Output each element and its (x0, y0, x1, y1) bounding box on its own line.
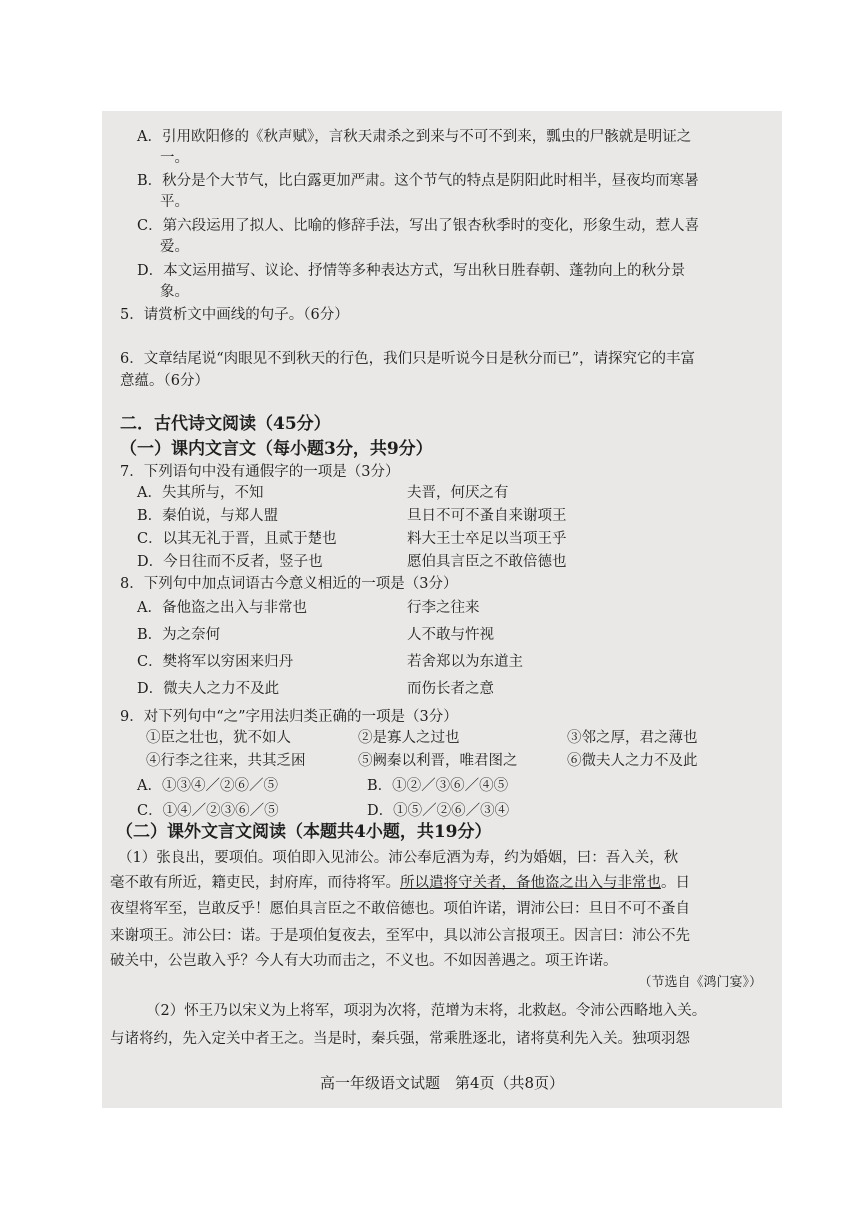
passage1-line-4: 来谢项王。沛公曰：诺。于是项伯复夜去，至军中，具以沛公言报项王。因言曰：沛公不先 (110, 928, 690, 944)
q4-option-c: C．第六段运用了拟人、比喻的修辞手法，写出了银杏秋季时的变化，形象生动，惹人喜 (137, 218, 700, 234)
q7-option-c-right: 料大王士卒足以当项王乎 (407, 531, 567, 547)
q4-option-a: A．引用欧阳修的《秋声赋》，言秋天肃杀之到来与不可不到来，瓢虫的尸骸就是明证之 (137, 129, 692, 145)
q9-item-2: ②是寡人之过也 (358, 730, 460, 746)
section-heading-2-2: （二）课外文言文阅读（本题共4小题，共19分） (116, 822, 492, 842)
q8-option-a-right: 行李之往来 (407, 600, 480, 616)
passage2-line-1: （2）怀王乃以宋义为上将军，项羽为次将，范增为末将，北救赵。令沛公西略地入关。 (146, 1003, 707, 1019)
q9-item-4: ④行李之往来，共其乏困 (146, 753, 306, 769)
question-6: 6．文章结尾说“肉眼见不到秋天的行色，我们只是听说今日是秋分而已”，请探究它的丰富 (120, 351, 696, 367)
q9-option-a: A．①③④／②⑥／⑤ (137, 778, 278, 794)
q4-option-c-cont: 爱。 (160, 239, 189, 255)
passage1-line-1: （1）张良出，要项伯。项伯即入见沛公。沛公奉卮酒为寿，约为婚姻，曰：吾入关，秋 (118, 850, 679, 866)
question-9: 9．对下列句中“之”字用法归类正确的一项是（3分） (120, 709, 458, 725)
q7-option-a-right: 夫晋，何厌之有 (407, 485, 509, 501)
q9-item-1: ①臣之壮也，犹不如人 (146, 730, 291, 746)
q9-item-6: ⑥微夫人之力不及此 (567, 753, 698, 769)
q4-option-d: D．本文运用描写、议论、抒情等多种表达方式，写出秋日胜春朝、蓬勃向上的秋分景 (137, 263, 686, 279)
q7-option-d-right: 愿伯具言臣之不敢倍德也 (407, 554, 567, 570)
q9-option-c: C．①④／②③⑥／⑤ (137, 803, 279, 819)
q4-option-d-cont: 象。 (160, 284, 189, 300)
passage1-line-2 (110, 873, 774, 894)
exam-page (102, 111, 782, 1108)
q8-option-d-right: 而伤长者之意 (407, 681, 494, 697)
q8-option-b-right: 人不敢与忤视 (407, 627, 494, 643)
q9-option-b: B．①②／③⑥／④⑤ (367, 778, 509, 794)
question-8: 8．下列句中加点词语古今意义相近的一项是（3分） (120, 576, 458, 592)
q9-item-5: ⑤阙秦以利晋，唯君图之 (358, 753, 518, 769)
q7-option-b-right: 旦日不可不蚤自来谢项王 (407, 508, 567, 524)
q9-item-3: ③邻之厚，君之薄也 (567, 730, 698, 746)
passage1-line-2-end: 。日 (661, 875, 690, 891)
passage1-line-5: 破关中，公岂敢入乎？今人有大功而击之，不义也。不如因善遇之。项王许诺。 (110, 953, 618, 969)
section-heading-2: 二．古代诗文阅读（45分） (120, 414, 331, 434)
question-6-cont: 意蕴。（6分） (120, 373, 209, 389)
q4-option-a-cont: 一。 (160, 150, 189, 166)
passage1-source: （节选自《鸿门宴》） (638, 975, 762, 990)
q4-option-b-cont: 平。 (160, 194, 189, 210)
q8-option-a-left: A．备他盗之出入与非常也 (137, 600, 307, 616)
q7-option-b-left: B．秦伯说，与郑人盟 (137, 508, 279, 524)
q9-option-d: D．①⑤／②⑥／③④ (367, 803, 510, 819)
page-footer: 高一年级语文试题 第4页（共8页） (319, 1074, 565, 1092)
passage1-line-2-start: 毫不敢有所近，籍吏民，封府库，而待将军。 (110, 875, 400, 891)
passage2-line-2: 与诸将约，先入定关中者王之。当是时，秦兵强，常乘胜逐北，诸将莫利先入关。独项羽怨 (110, 1031, 690, 1047)
q8-option-c-left: C．樊将军以穷困来归丹 (137, 654, 294, 670)
q4-option-b: B．秋分是个大节气，比白露更加严肃。这个节气的特点是阴阳此时相半，昼夜均而寒暑 (137, 173, 699, 189)
passage1-line-3: 夜望将军至，岂敢反乎！愿伯具言臣之不敢倍德也。项伯许诺，谓沛公曰：旦日不可不蚤自 (110, 901, 690, 917)
q8-option-d-left: D．微夫人之力不及此 (137, 681, 280, 697)
q7-option-a-left: A．失其所与，不知 (137, 485, 264, 501)
q7-option-d-left: D．今日往而不反者，竖子也 (137, 554, 323, 570)
q8-option-b-left: B．为之奈何 (137, 627, 221, 643)
question-7: 7．下列语句中没有通假字的一项是（3分） (120, 464, 400, 480)
question-5: 5．请赏析文中画线的句子。（6分） (120, 307, 349, 323)
q7-option-c-left: C．以其无礼于晋，且贰于楚也 (137, 531, 337, 547)
section-heading-2-1: （一）课内文言文（每小题3分，共9分） (120, 439, 433, 459)
passage1-underlined-sentence: 所以遣将守关者，备他盗之出入与非常也 (400, 875, 661, 891)
q8-option-c-right: 若舍郑以为东道主 (407, 654, 523, 670)
